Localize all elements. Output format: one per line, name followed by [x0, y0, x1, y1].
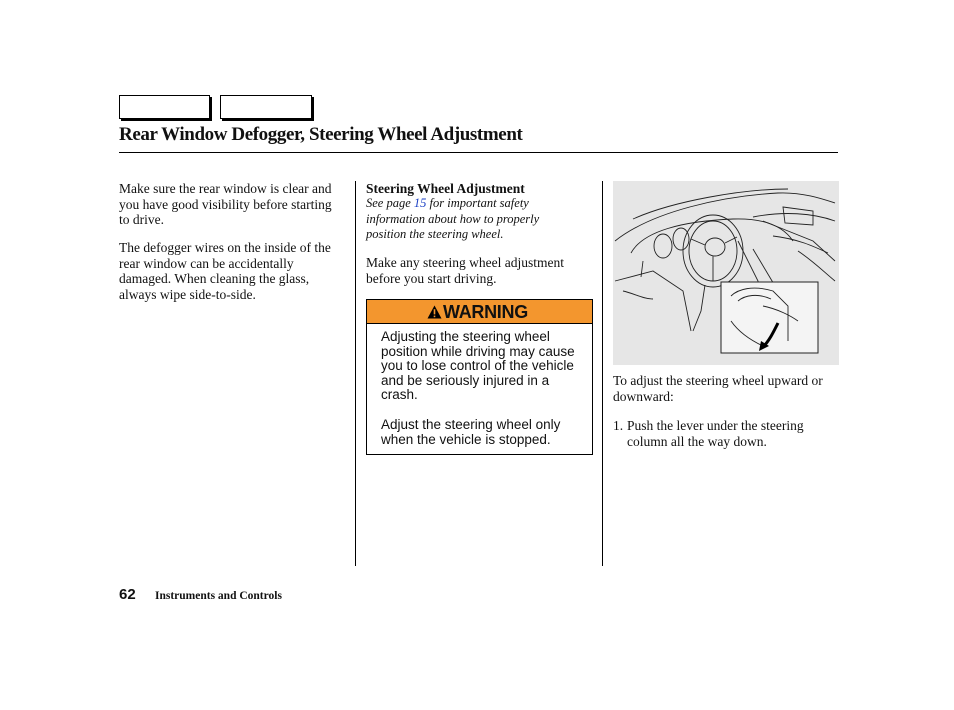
column-divider-1 [355, 181, 356, 566]
safety-note-prefix: See page [366, 196, 411, 210]
warning-header [367, 300, 592, 324]
warning-text-2: Adjust the steering wheel only when the vehicle is stopped. [381, 417, 561, 447]
column-divider-2 [602, 181, 603, 566]
safety-note-suffix: for important safety information about how to properly position the steering wheel. [366, 196, 540, 241]
warning-box [366, 299, 593, 455]
section-heading: Steering Wheel Adjustment [366, 181, 525, 196]
dashboard-drawing [613, 181, 839, 365]
warning-triangle-icon [427, 305, 442, 319]
nav-tab-button-1[interactable] [119, 95, 210, 119]
warning-text-1: Adjusting the steering wheel position while driving may cause you to lose control of the vehicle and be seriously injured in a crash. [381, 329, 575, 402]
defogger-paragraph-1: Make sure the rear window is clear and you have good visibility before starting to drive. [119, 181, 332, 227]
steering-column-illustration [613, 181, 839, 365]
page-title: Rear Window Defogger, Steering Wheel Adjustment [119, 124, 523, 145]
step-1-number: 1. [613, 418, 624, 433]
warning-label: WARNING [443, 302, 528, 322]
page-link[interactable]: 15 [413, 196, 427, 210]
adjust-direction-paragraph: To adjust the steering wheel upward or downward: [613, 373, 823, 404]
adjust-before-driving-paragraph: Make any steering wheel adjustment before you start driving. [366, 255, 564, 286]
step-1-text: Push the lever under the steering column all the way down. [627, 418, 804, 449]
section-name: Instruments and Controls [155, 590, 282, 602]
nav-tab-button-2[interactable] [220, 95, 312, 119]
defogger-paragraph-2: The defogger wires on the inside of the rear window can be accidentally damaged. When cleaning the glass, always wipe side-to-side. [119, 240, 331, 302]
page-number: 62 [119, 586, 136, 603]
safety-note [366, 196, 566, 243]
title-divider [119, 152, 838, 153]
